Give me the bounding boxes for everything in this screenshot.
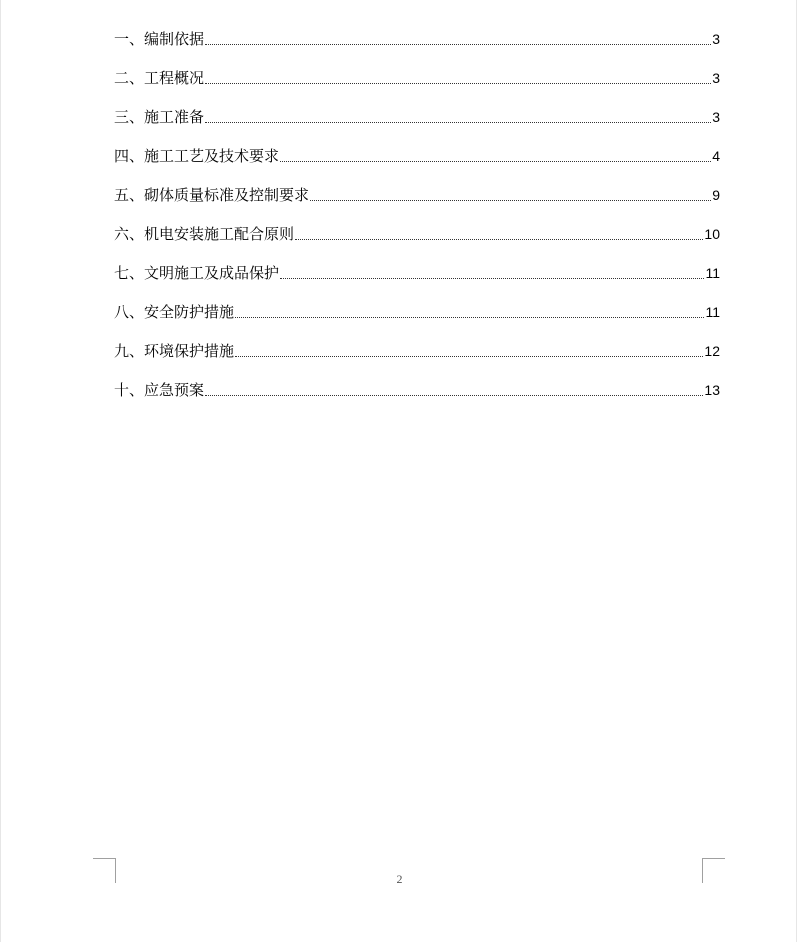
toc-entry-page: 9 [712, 187, 720, 203]
toc-entry-page: 4 [712, 148, 720, 164]
toc-dot-leader [205, 122, 711, 123]
toc-entry[interactable] [114, 205, 720, 244]
toc-entry-page: 3 [712, 70, 720, 86]
toc-dot-leader [205, 44, 711, 45]
toc-dot-leader [205, 83, 711, 84]
toc-entry-title: 八、安全防护措施 [114, 303, 235, 321]
toc-entry[interactable] [114, 127, 720, 166]
toc-entry-title: 十、应急预案 [114, 381, 205, 399]
toc-dot-leader [205, 395, 703, 396]
toc-entry[interactable] [114, 361, 720, 400]
toc-entry-page: 12 [704, 343, 720, 359]
toc-dot-leader [295, 239, 703, 240]
toc-entry-page: 11 [705, 304, 720, 320]
toc-entry-page: 3 [712, 31, 720, 47]
toc-entry-page: 3 [712, 109, 720, 125]
toc-entry-title: 六、机电安装施工配合原则 [114, 225, 295, 243]
toc-entry-page: 11 [705, 265, 720, 281]
toc-entry[interactable] [114, 244, 720, 283]
toc-entry[interactable] [114, 10, 720, 49]
toc-entry-title: 四、施工工艺及技术要求 [114, 147, 280, 165]
toc-entry-page: 10 [704, 226, 720, 242]
toc-entry-title: 一、编制依据 [114, 30, 205, 48]
toc-entry[interactable] [114, 166, 720, 205]
toc-dot-leader [280, 161, 711, 162]
toc-entry[interactable] [114, 88, 720, 127]
toc-entry-title: 七、文明施工及成品保护 [114, 264, 280, 282]
toc-entry-title: 五、砌体质量标准及控制要求 [114, 186, 310, 204]
toc-dot-leader [235, 356, 703, 357]
table-of-contents [114, 10, 720, 400]
toc-dot-leader [310, 200, 711, 201]
toc-entry[interactable] [114, 322, 720, 361]
toc-entry[interactable] [114, 49, 720, 88]
toc-entry-title: 二、工程概况 [114, 69, 205, 87]
footer-page-number: 2 [396, 872, 403, 886]
toc-dot-leader [280, 278, 704, 279]
toc-entry-page: 13 [704, 382, 720, 398]
toc-entry-title: 三、施工准备 [114, 108, 205, 126]
toc-entry[interactable] [114, 283, 720, 322]
toc-dot-leader [235, 317, 704, 318]
toc-entry-title: 九、环境保护措施 [114, 342, 235, 360]
